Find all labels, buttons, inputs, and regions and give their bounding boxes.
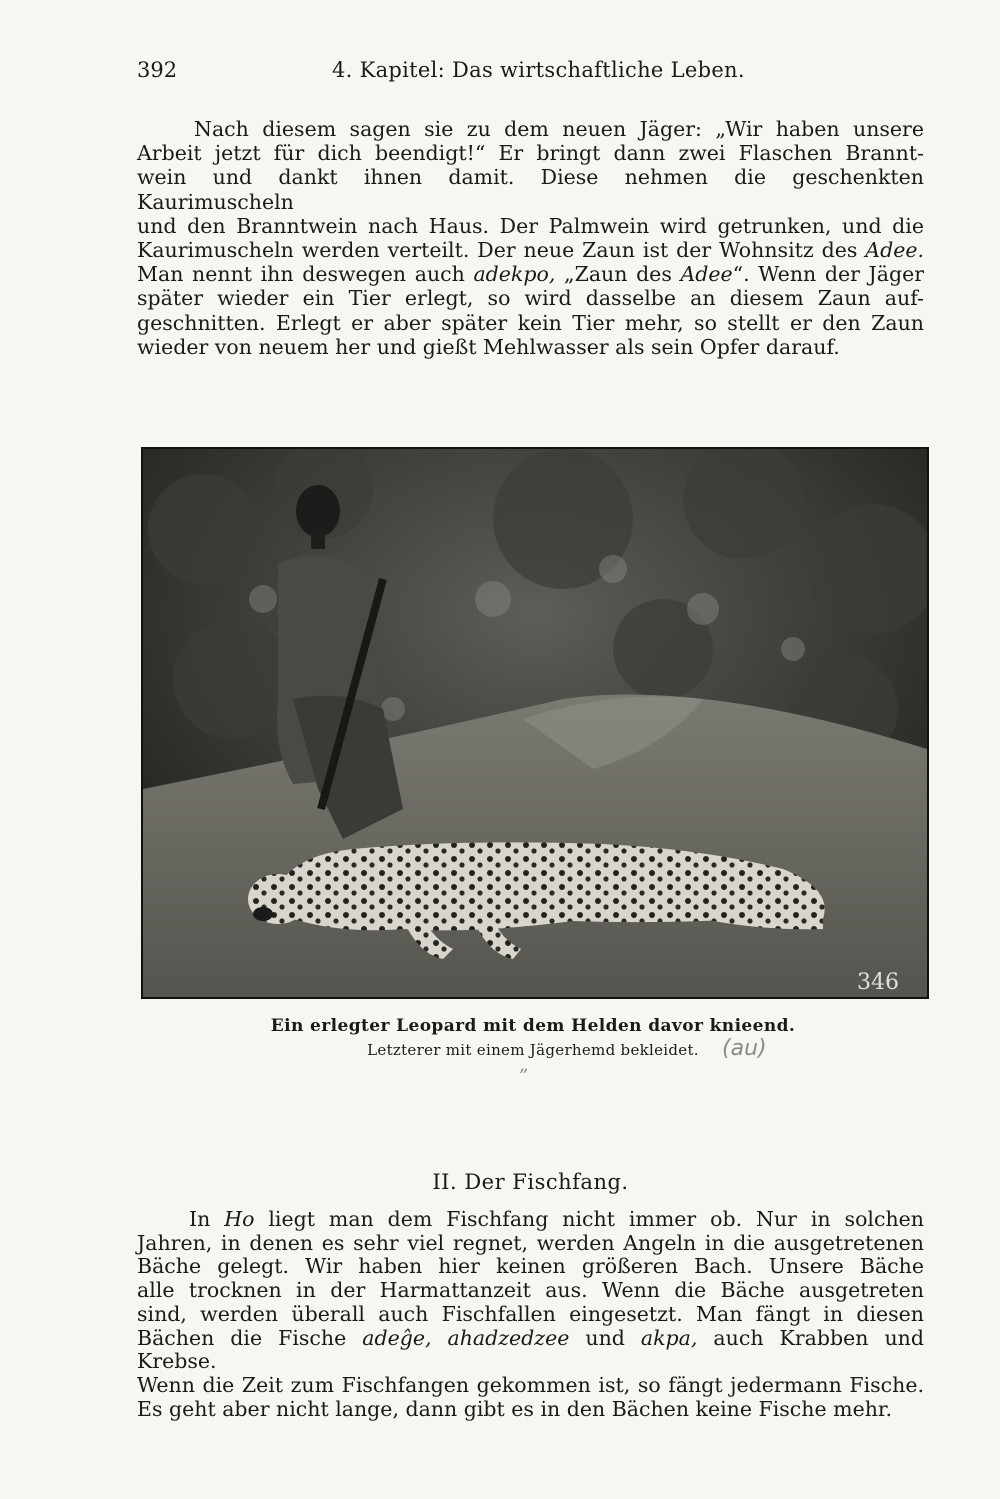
italic-term: adekpo,	[473, 262, 556, 287]
leopard-photograph	[141, 447, 929, 999]
page-header	[137, 58, 924, 88]
figure-subcaption: Letzterer mit einem Jägerhemd bekleidet.	[367, 1041, 699, 1059]
text-segment: „Zaun des	[555, 262, 681, 287]
text-line	[137, 1208, 924, 1232]
italic-term: adeĝe,	[362, 1325, 432, 1350]
running-head: 4. Kapitel: Das wirtschaftliche Leben.	[332, 58, 745, 82]
text-line	[137, 262, 924, 286]
text-segment: In	[189, 1207, 225, 1231]
text-segment: Kaurimuscheln werden verteilt. Der neue Zaun ist der Wohnsitz des	[137, 238, 866, 263]
text-line: wieder von neuem her und gießt Mehlwasser als sein Opfer darauf.	[137, 334, 840, 359]
text-line: Wenn die Zeit zum Fischfangen gekommen ist, so fängt jedermann Fische.	[137, 1372, 924, 1397]
italic-term: Ho	[224, 1207, 255, 1231]
text-line: alle trocknen in der Harmattanzeit aus. Wenn die Bäche ausgetreten	[137, 1278, 924, 1303]
section-heading: II. Der Fischfang.	[432, 1170, 629, 1194]
italic-term: Adee.	[865, 238, 924, 263]
page-number: 392	[137, 58, 178, 82]
paragraph-hunter-ritual	[137, 117, 924, 359]
text-line	[137, 1327, 924, 1374]
pencil-annotation: „	[520, 1055, 530, 1076]
text-line: und den Branntwein nach Haus. Der Palmwein wird getrunken, und die	[137, 213, 924, 238]
text-line: sind, werden überall auch Fischfallen eingesetzt. Man fängt in diesen	[137, 1301, 924, 1326]
italic-term: akpa,	[640, 1325, 698, 1350]
text-segment: Bächen die Fische	[137, 1325, 363, 1350]
text-line: wein und dankt ihnen damit. Diese nehmen die geschenkten Kaurimuscheln	[137, 165, 924, 214]
text-line: geschnitten. Erlegt er aber später kein Tier mehr, so stellt er den Zaun	[137, 310, 924, 335]
text-segment: und	[569, 1325, 641, 1350]
text-line: später wieder ein Tier erlegt, so wird dasselbe an diesem Zaun auf-	[137, 286, 924, 311]
text-line: Jahren, in denen es sehr viel regnet, werden Angeln in die ausgetretenen	[137, 1230, 924, 1255]
text-segment: auch Krabben und Krebse.	[137, 1325, 924, 1374]
text-line: Arbeit jetzt für dich beendigt!“ Er bringt dann zwei Flaschen Brannt-	[137, 141, 924, 166]
photo-plate-number: 346	[857, 970, 899, 995]
text-line: Bäche gelegt. Wir haben hier keinen größeren Bach. Unsere Bäche	[137, 1254, 924, 1279]
text-line: Nach diesem sagen sie zu dem neuen Jäger: „Wir haben unsere	[194, 117, 924, 141]
text-segment	[431, 1326, 447, 1350]
text-segment: “. Wenn der Jäger	[732, 262, 924, 287]
italic-term: Adee	[680, 262, 733, 287]
figure-caption: Ein erlegter Leopard mit dem Helden davor knieend.	[270, 1016, 796, 1036]
pencil-annotation: (au)	[722, 1036, 767, 1061]
text-segment: liegt man dem Fischfang nicht immer ob. Nur in solchen	[254, 1207, 924, 1231]
text-line: Es geht aber nicht lange, dann gibt es in den Bächen keine Fische mehr.	[137, 1396, 892, 1421]
italic-term: ahadzedzee	[447, 1325, 570, 1350]
text-line	[137, 238, 924, 262]
photo-illustration	[143, 449, 927, 997]
text-segment: Man nennt ihn deswegen auch	[137, 262, 474, 287]
paragraph-fishing	[137, 1208, 924, 1421]
